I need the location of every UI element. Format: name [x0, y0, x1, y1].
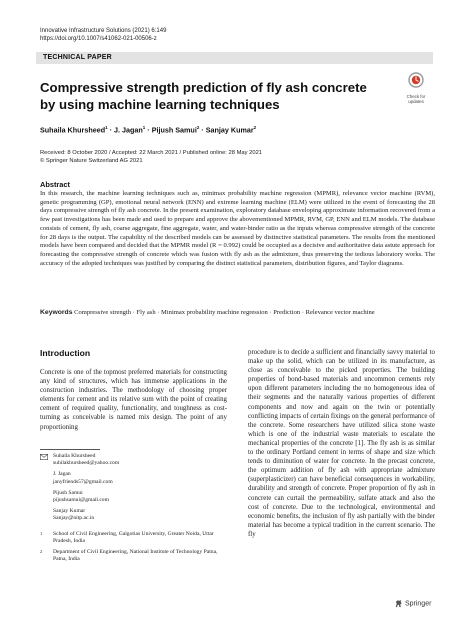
author-name[interactable]: Sanjay Kumar — [205, 125, 254, 135]
contact-name: Pijush Samui — [53, 489, 83, 496]
contact-email[interactable]: janyfriends57@gmail.com — [53, 478, 113, 485]
publisher-logo — [394, 599, 431, 608]
publication-dates — [40, 149, 262, 165]
contact-email[interactable]: suhilakhursheed@yahoo.com — [53, 460, 120, 467]
contact-name: Suhaila Khursheed — [53, 453, 96, 459]
author-contacts — [40, 453, 230, 567]
author-affiliation-number: 2 — [253, 125, 257, 130]
received-accepted-published: Received: 8 October 2020 / Accepted: 22 March 2021 / Published online: 28 May 2021 — [40, 150, 263, 156]
affiliation-entry — [40, 531, 230, 545]
author-affiliation-number: 1 — [142, 125, 146, 130]
affiliation-text: Department of Civil Engineering, National Institute of Technology Patna, Patna, India — [53, 549, 218, 563]
article-type-label: TECHNICAL PAPER — [43, 54, 112, 61]
journal-header — [40, 27, 166, 43]
check-for-updates-button[interactable] — [396, 72, 436, 104]
footnote-divider — [40, 449, 100, 450]
abstract-heading: Abstract — [40, 180, 70, 189]
introduction-heading: Introduction — [40, 348, 91, 358]
publisher-name: Springer — [404, 600, 432, 608]
author-name[interactable]: Suhaila Khursheed — [40, 125, 106, 135]
journal-name: Innovative Infrastructure Solutions (2021) 6:149 — [40, 28, 167, 34]
abstract-text: In this research, the machine learning techniques such as, minimax probability machine regression (MPMR), relevance vector machine (RVM), genetic programming (GP), emotional neural network (ENN) and extreme learning machine (ELM) were utilized in the event of forecasting the 28 days compressive strength of fly ash concrete. In the present examination, exploratory database enveloping approximate information recovered from a few past investigations has been made and used to prepare and approve the abovementioned MPMR, RVM, GP, ENN and ELM models. The database consists of cement, fly ash, coarse aggregate, fine aggregate, water, and water-binder ratio as the inputs whereas compressive strength of the concrete for 28 days is the output. The capability of the described models can be assessed by distinctive statistical parameters. The results from the mentioned models have been compared and decided that the MPMR model (R = 0.992) could be occupied as a decisive and authoritative data astute approach for forecasting the compressive strength of concrete which was fusion with fly ash as the admixture, thus preserving the tedious laboratory works. The accuracy of the adopted techniques was justified by comparing the distinct statistical parameters, distribution figures, and Taylor diagrams. — [40, 190, 435, 267]
author-name[interactable]: J. Jagan — [114, 125, 143, 135]
article-type-badge — [36, 52, 433, 64]
keywords-text: Compressive strength · Fly ash · Minimax probability machine regression · Prediction · Relevance vector machine — [74, 309, 375, 316]
author-affiliation-number: 1 — [105, 125, 108, 130]
intro-column-right: procedure is to decide a sufficient and financially savvy material to make up the solid, which can be utilized in its manufacture, as close as conceivable to the picked properties. The building properties of bond-based materials and uncommon cements rely upon different parameters including the no homogeneous idea of their segments and the naturally various properties of different components and now and again on the twin or potentially conflicting impacts of certain fixings on the general performance of the concrete. Some researchers have utilized silica stone waste which is one of the industrial waste materials to escalate the mechanical properties of the concrete [1]. The fly ash is as similar to the ordinary Portland cement in terms of shape and size which tends to diminution of water for concrete. In the precast concrete, the optimum addition of fly ash with appropriate admixture (superplasticizer) can have beneficial consequences in workability, durability and strength of concrete. Proper proportion of fly ash in concrete can curtail the permeability, sulfate attack and also the cost of concrete. Due to the technological, environmental and economic benefits, the inclusion of fly ash partially with the binder material has become a typical tradition in the current scenario. The fly — [248, 349, 435, 538]
intro-column-left: Concrete is one of the topmost preferred materials for constructing any kind of structures, which has immense applications in the construction industries. The methodology of choosing proper elements for cement and its relative sum with the point of creating cement of required quality, functionality, and toughness as cost-turning as conceivable is named mix design. The point of any proportioning — [40, 369, 227, 431]
contact-entry — [40, 490, 230, 504]
author-affiliation-number: 2 — [196, 125, 200, 130]
check-updates-line2: updates — [408, 99, 424, 104]
keywords-label: Keywords — [40, 309, 73, 316]
contact-name: J. Jagan — [53, 471, 71, 478]
contact-name: Sanjay Kumar — [53, 508, 86, 515]
contact-email[interactable]: Sanjay@nitp.ac.in — [53, 515, 95, 522]
author-name[interactable]: Pijush Samui — [151, 125, 197, 135]
contact-entry — [40, 508, 230, 522]
contact-email[interactable]: pijushsamui@gmail.com — [53, 497, 109, 504]
affiliation-entry — [40, 549, 230, 563]
paper-title: Compressive strength prediction of fly ash concrete by using machine learning techniques — [40, 80, 367, 112]
check-updates-icon — [408, 72, 424, 88]
affiliation-number: 2 — [40, 549, 43, 555]
envelope-icon — [40, 454, 48, 460]
contact-entry — [40, 471, 230, 485]
contact-entry — [40, 453, 230, 467]
check-updates-line1: Check for — [406, 94, 426, 99]
author-list: Suhaila Khursheed$^1$ · J. Jagan$^1$ · Pijush Samui$^2$ · Sanjay Kumar$^2$ — [40, 125, 257, 135]
springer-horse-icon — [394, 599, 403, 608]
affiliation-text: School of Civil Engineering, Galgotias University, Greater Noida, Uttar Pradesh, India — [53, 530, 214, 544]
copyright-notice: © Springer Nature Switzerland AG 2021 — [40, 158, 143, 164]
affiliation-number: 1 — [40, 530, 43, 536]
doi-link[interactable]: https://doi.org/10.1007/s41062-021-00506-z — [40, 36, 157, 42]
keywords-section — [40, 309, 435, 318]
